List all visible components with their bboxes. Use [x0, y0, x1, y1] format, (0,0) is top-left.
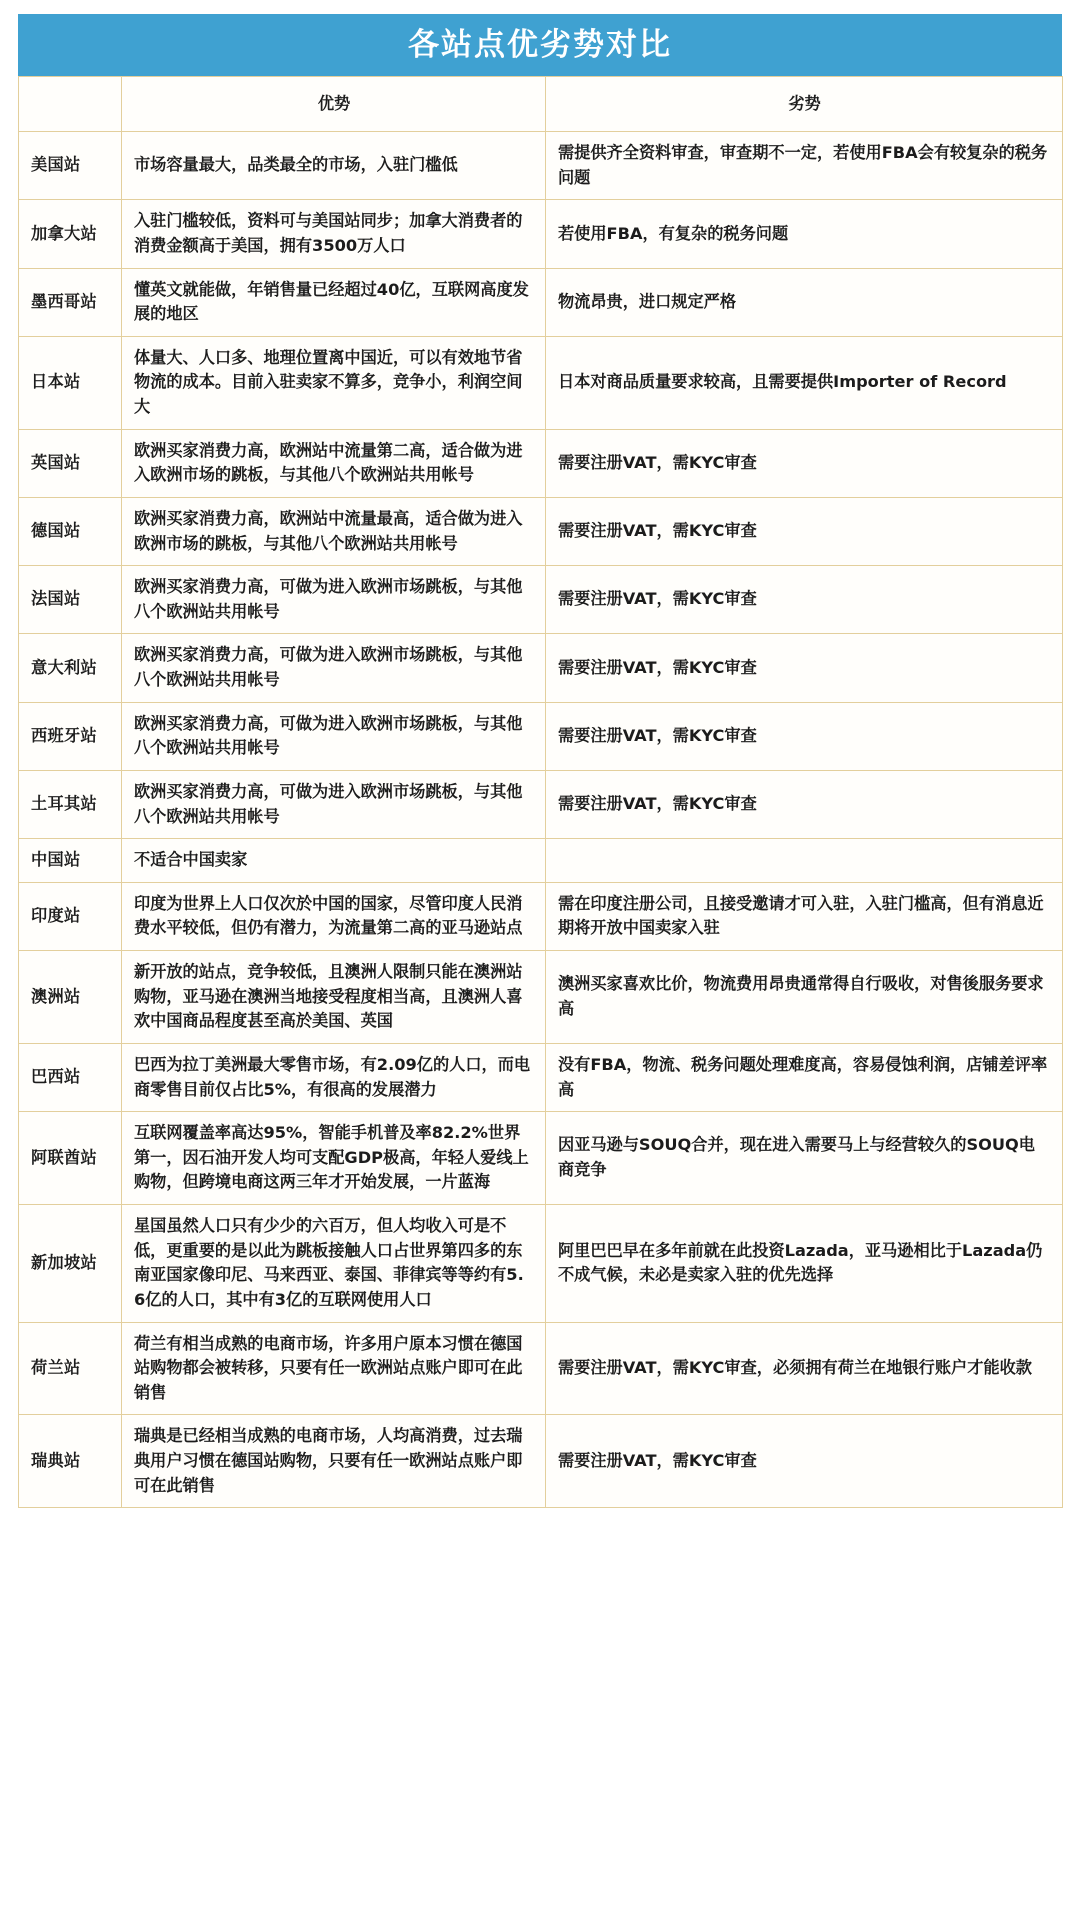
cell-advantages: 互联网覆盖率高达95%，智能手机普及率82.2%世界第一，因石油开发人均可支配GDP极高，年轻人爱线上购物，但跨境电商这两三年才开始发展，一片蓝海 — [122, 1112, 546, 1205]
column-header-advantages: 优势 — [122, 77, 546, 132]
cell-site-name: 墨西哥站 — [19, 268, 122, 336]
cell-site-name: 巴西站 — [19, 1043, 122, 1111]
cell-advantages: 欧洲买家消费力高，欧洲站中流量最高，适合做为进入欧洲市场的跳板，与其他八个欧洲站共用帐号 — [122, 497, 546, 565]
table-row — [19, 268, 1063, 336]
table-header — [19, 77, 1063, 132]
table-row — [19, 336, 1063, 429]
table-row — [19, 1112, 1063, 1205]
cell-disadvantages: 需要注册VAT，需KYC审查 — [546, 634, 1063, 702]
table-row — [19, 1205, 1063, 1323]
cell-disadvantages: 澳洲买家喜欢比价，物流费用昂贵通常得自行吸收，对售後服务要求高 — [546, 951, 1063, 1044]
table-row — [19, 1322, 1063, 1415]
cell-disadvantages: 没有FBA，物流、税务问题处理难度高，容易侵蚀利润，店铺差评率高 — [546, 1043, 1063, 1111]
table-row — [19, 951, 1063, 1044]
cell-disadvantages: 物流昂贵，进口规定严格 — [546, 268, 1063, 336]
cell-disadvantages: 需要注册VAT，需KYC审查 — [546, 770, 1063, 838]
column-header-disadvantages: 劣势 — [546, 77, 1063, 132]
page-title-bar — [18, 14, 1062, 76]
cell-advantages: 欧洲买家消费力高，可做为进入欧洲市场跳板，与其他八个欧洲站共用帐号 — [122, 770, 546, 838]
cell-site-name: 意大利站 — [19, 634, 122, 702]
cell-site-name: 澳洲站 — [19, 951, 122, 1044]
cell-disadvantages: 因亚马逊与SOUQ合并，现在进入需要马上与经营较久的SOUQ电商竞争 — [546, 1112, 1063, 1205]
cell-advantages: 不适合中国卖家 — [122, 839, 546, 883]
column-header-site — [19, 77, 122, 132]
table-row — [19, 1415, 1063, 1508]
table-row — [19, 882, 1063, 950]
cell-advantages: 欧洲买家消费力高，可做为进入欧洲市场跳板，与其他八个欧洲站共用帐号 — [122, 566, 546, 634]
cell-site-name: 英国站 — [19, 429, 122, 497]
cell-site-name: 印度站 — [19, 882, 122, 950]
cell-site-name: 加拿大站 — [19, 200, 122, 268]
cell-site-name: 美国站 — [19, 132, 122, 200]
table-row — [19, 429, 1063, 497]
table-header-row — [19, 77, 1063, 132]
table-row — [19, 702, 1063, 770]
table-row — [19, 566, 1063, 634]
cell-disadvantages — [546, 839, 1063, 883]
cell-advantages: 巴西为拉丁美洲最大零售市场，有2.09亿的人口，而电商零售目前仅占比5%，有很高的发展潜力 — [122, 1043, 546, 1111]
table-row — [19, 839, 1063, 883]
cell-advantages: 市场容量最大，品类最全的市场，入驻门槛低 — [122, 132, 546, 200]
cell-advantages: 印度为世界上人口仅次於中国的国家，尽管印度人民消费水平较低，但仍有潜力，为流量第二高的亚马逊站点 — [122, 882, 546, 950]
cell-disadvantages: 需在印度注册公司，且接受邀请才可入驻，入驻门槛高，但有消息近期将开放中国卖家入驻 — [546, 882, 1063, 950]
cell-disadvantages: 若使用FBA，有复杂的税务问题 — [546, 200, 1063, 268]
site-comparison-table — [18, 76, 1063, 1508]
cell-disadvantages: 需要注册VAT，需KYC审查 — [546, 497, 1063, 565]
cell-advantages: 荷兰有相当成熟的电商市场，许多用户原本习惯在德国站购物都会被转移，只要有任一欧洲站点账户即可在此销售 — [122, 1322, 546, 1415]
table-body — [19, 132, 1063, 1508]
cell-advantages: 星国虽然人口只有少少的六百万，但人均收入可是不低，更重要的是以此为跳板接触人口占世界第四多的东南亚国家像印尼、马来西亚、泰国、菲律宾等等约有5.6亿的人口，其中有3亿的互联网使用人口 — [122, 1205, 546, 1323]
table-row — [19, 497, 1063, 565]
cell-site-name: 西班牙站 — [19, 702, 122, 770]
cell-advantages: 体量大、人口多、地理位置离中国近，可以有效地节省物流的成本。目前入驻卖家不算多，竞争小，利润空间大 — [122, 336, 546, 429]
cell-site-name: 日本站 — [19, 336, 122, 429]
cell-advantages: 瑞典是已经相当成熟的电商市场，人均高消费，过去瑞典用户习惯在德国站购物，只要有任一欧洲站点账户即可在此销售 — [122, 1415, 546, 1508]
cell-site-name: 瑞典站 — [19, 1415, 122, 1508]
cell-site-name: 中国站 — [19, 839, 122, 883]
table-row — [19, 770, 1063, 838]
cell-disadvantages: 需要注册VAT，需KYC审查 — [546, 566, 1063, 634]
cell-advantages: 欧洲买家消费力高，欧洲站中流量第二高，适合做为进入欧洲市场的跳板，与其他八个欧洲站共用帐号 — [122, 429, 546, 497]
cell-disadvantages: 日本对商品质量要求较高，且需要提供Importer of Record — [546, 336, 1063, 429]
cell-disadvantages: 需要注册VAT，需KYC审查 — [546, 429, 1063, 497]
cell-site-name: 阿联酋站 — [19, 1112, 122, 1205]
page-title: 各站点优劣势对比 — [408, 26, 672, 63]
cell-disadvantages: 需提供齐全资料审查，审查期不一定，若使用FBA会有较复杂的税务问题 — [546, 132, 1063, 200]
cell-advantages: 懂英文就能做，年销售量已经超过40亿，互联网高度发展的地区 — [122, 268, 546, 336]
cell-site-name: 土耳其站 — [19, 770, 122, 838]
cell-advantages: 入驻门槛较低，资料可与美国站同步；加拿大消费者的消费金额高于美国，拥有3500万人口 — [122, 200, 546, 268]
cell-disadvantages: 需要注册VAT，需KYC审查 — [546, 1415, 1063, 1508]
table-row — [19, 132, 1063, 200]
cell-advantages: 欧洲买家消费力高，可做为进入欧洲市场跳板，与其他八个欧洲站共用帐号 — [122, 634, 546, 702]
cell-site-name: 荷兰站 — [19, 1322, 122, 1415]
cell-site-name: 新加坡站 — [19, 1205, 122, 1323]
cell-disadvantages: 阿里巴巴早在多年前就在此投资Lazada，亚马逊相比于Lazada仍不成气候，未必是卖家入驻的优先选择 — [546, 1205, 1063, 1323]
cell-disadvantages: 需要注册VAT，需KYC审查，必须拥有荷兰在地银行账户才能收款 — [546, 1322, 1063, 1415]
cell-site-name: 德国站 — [19, 497, 122, 565]
table-row — [19, 634, 1063, 702]
cell-disadvantages: 需要注册VAT，需KYC审查 — [546, 702, 1063, 770]
table-row — [19, 1043, 1063, 1111]
cell-advantages: 欧洲买家消费力高，可做为进入欧洲市场跳板，与其他八个欧洲站共用帐号 — [122, 702, 546, 770]
table-row — [19, 200, 1063, 268]
cell-advantages: 新开放的站点，竞争较低，且澳洲人限制只能在澳洲站购物，亚马逊在澳洲当地接受程度相当高，且澳洲人喜欢中国商品程度甚至高於美国、英国 — [122, 951, 546, 1044]
cell-site-name: 法国站 — [19, 566, 122, 634]
